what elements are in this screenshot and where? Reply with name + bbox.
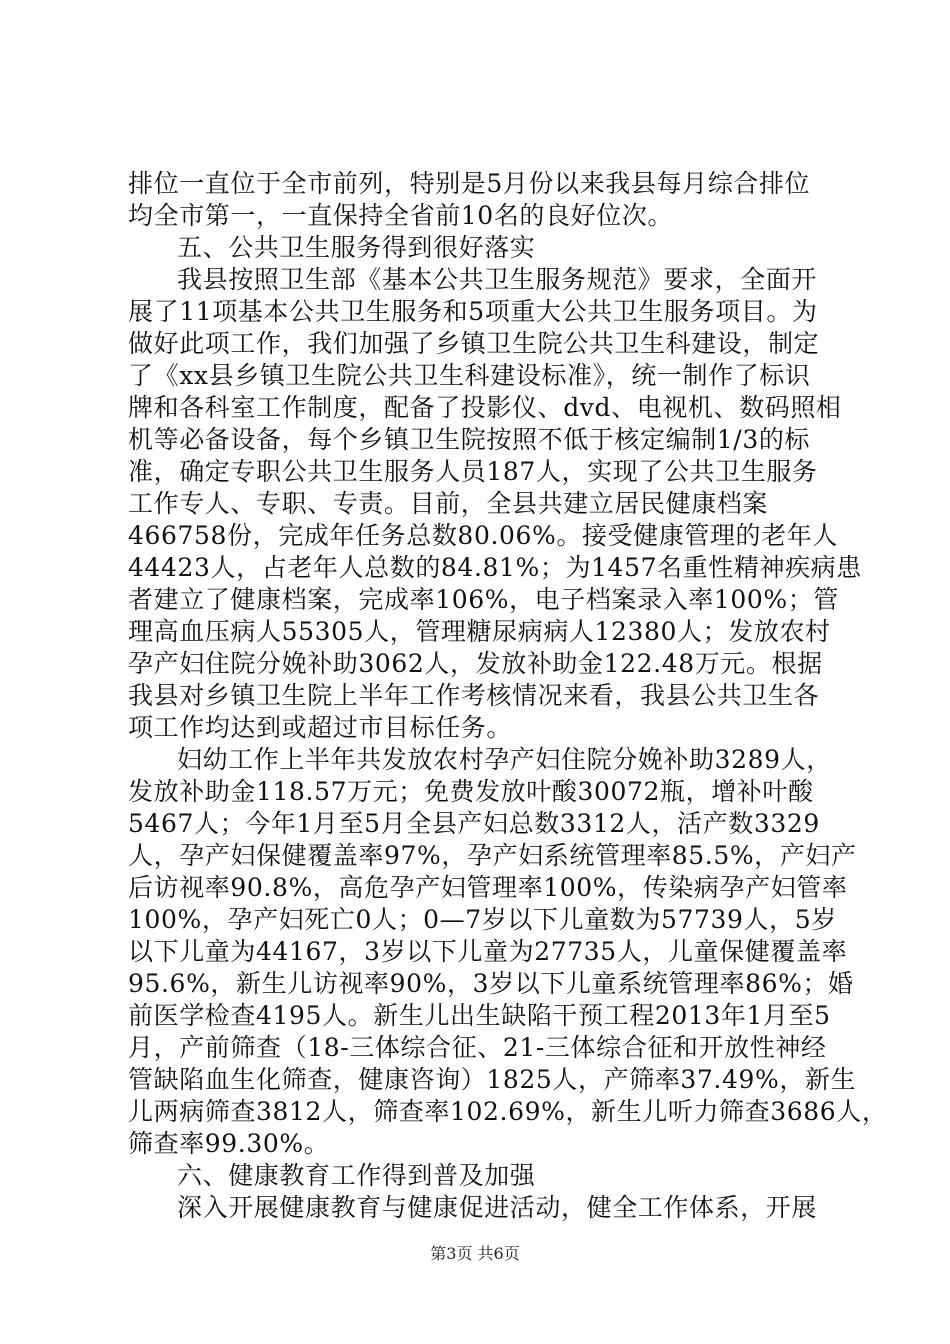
text-line: 者建立了健康档案，完成率106%，电子档案录入率100%；管: [128, 585, 839, 614]
page-footer: 第3页 共6页: [430, 1244, 520, 1263]
text-line: 人，孕产妇保健覆盖率97%，孕产妇系统管理率85.5%，产妇产: [128, 841, 857, 870]
text-line: 均全市第一，一直保持全省前10名的良好位次。: [128, 201, 674, 230]
text-line: 项工作均达到或超过市目标任务。: [128, 713, 513, 742]
text-line: 五、公共卫生服务得到很好落实: [177, 233, 536, 262]
text-line: 我县对乡镇卫生院上半年工作考核情况来看，我县公共卫生各: [128, 681, 820, 710]
text-line: 六、健康教育工作得到普及加强: [177, 1161, 536, 1190]
text-line: 5467人；今年1月至5月全县产妇总数3312人，活产数3329: [128, 809, 820, 838]
text-line: 了《xx县乡镇卫生院公共卫生科建设标准》，统一制作了标识: [128, 361, 811, 390]
text-line: 95.6%，新生儿访视率90%，3岁以下儿童系统管理率86%；婚: [128, 969, 854, 998]
document-body: [128, 168, 888, 1224]
text-line: 筛查率99.30%。: [128, 1129, 330, 1158]
text-line: 机等必备设备，每个乡镇卫生院按照不低于核定编制1/3的标: [128, 425, 811, 454]
text-line: 月，产前筛查（18-三体综合征、21-三体综合征和开放性神经: [128, 1033, 827, 1062]
text-line: 孕产妇住院分娩补助3062人，发放补助金122.48万元。根据: [128, 649, 823, 678]
text-line: 466758份，完成年任务总数80.06%。接受健康管理的老年人: [128, 521, 838, 550]
text-line: 44423人，占老年人总数的84.81%；为1457名重性精神疾病患: [128, 553, 862, 582]
text-line: 牌和各科室工作制度，配备了投影仪、dvd、电视机、数码照相: [128, 393, 842, 422]
text-line: 100%，孕产妇死亡0人；0—7岁以下儿童数为57739人，5岁: [128, 905, 837, 934]
text-line: 管缺陷血生化筛查，健康咨询）1825人，产筛率37.49%，新生: [128, 1065, 857, 1094]
text-line: 以下儿童为44167，3岁以下儿童为27735人，儿童保健覆盖率: [128, 937, 848, 966]
text-line: 做好此项工作，我们加强了乡镇卫生院公共卫生科建设，制定: [128, 329, 820, 358]
text-line: 排位一直位于全市前列，特别是5月份以来我县每月综合排位: [128, 169, 811, 198]
text-line: 展了11项基本公共卫生服务和5项重大公共卫生服务项目。为: [128, 297, 818, 326]
text-line: 我县按照卫生部《基本公共卫生服务规范》要求，全面开: [177, 265, 818, 294]
text-line: 儿两病筛查3812人，筛查率102.69%，新生儿听力筛查3686人，: [128, 1097, 888, 1126]
text-line: 后访视率90.8%，高危孕产妇管理率100%，传染病孕产妇管率: [128, 873, 848, 902]
text-line: 工作专人、专职、专责。目前，全县共建立居民健康档案: [128, 489, 769, 518]
text-line: 准，确定专职公共卫生服务人员187人，实现了公共卫生服务: [128, 457, 818, 486]
text-line: 妇幼工作上半年共发放农村孕产妇住院分娩补助3289人，: [177, 745, 832, 774]
text-line: 发放补助金118.57万元；免费发放叶酸30072瓶，增补叶酸: [128, 777, 814, 806]
text-line: 前医学检查4195人。新生儿出生缺陷干预工程2013年1月至5: [128, 1001, 831, 1030]
text-line: 深入开展健康教育与健康促进活动，健全工作体系，开展: [177, 1193, 818, 1222]
text-line: 理高血压病人55305人，管理糖尿病病人12380人；发放农村: [128, 617, 831, 646]
